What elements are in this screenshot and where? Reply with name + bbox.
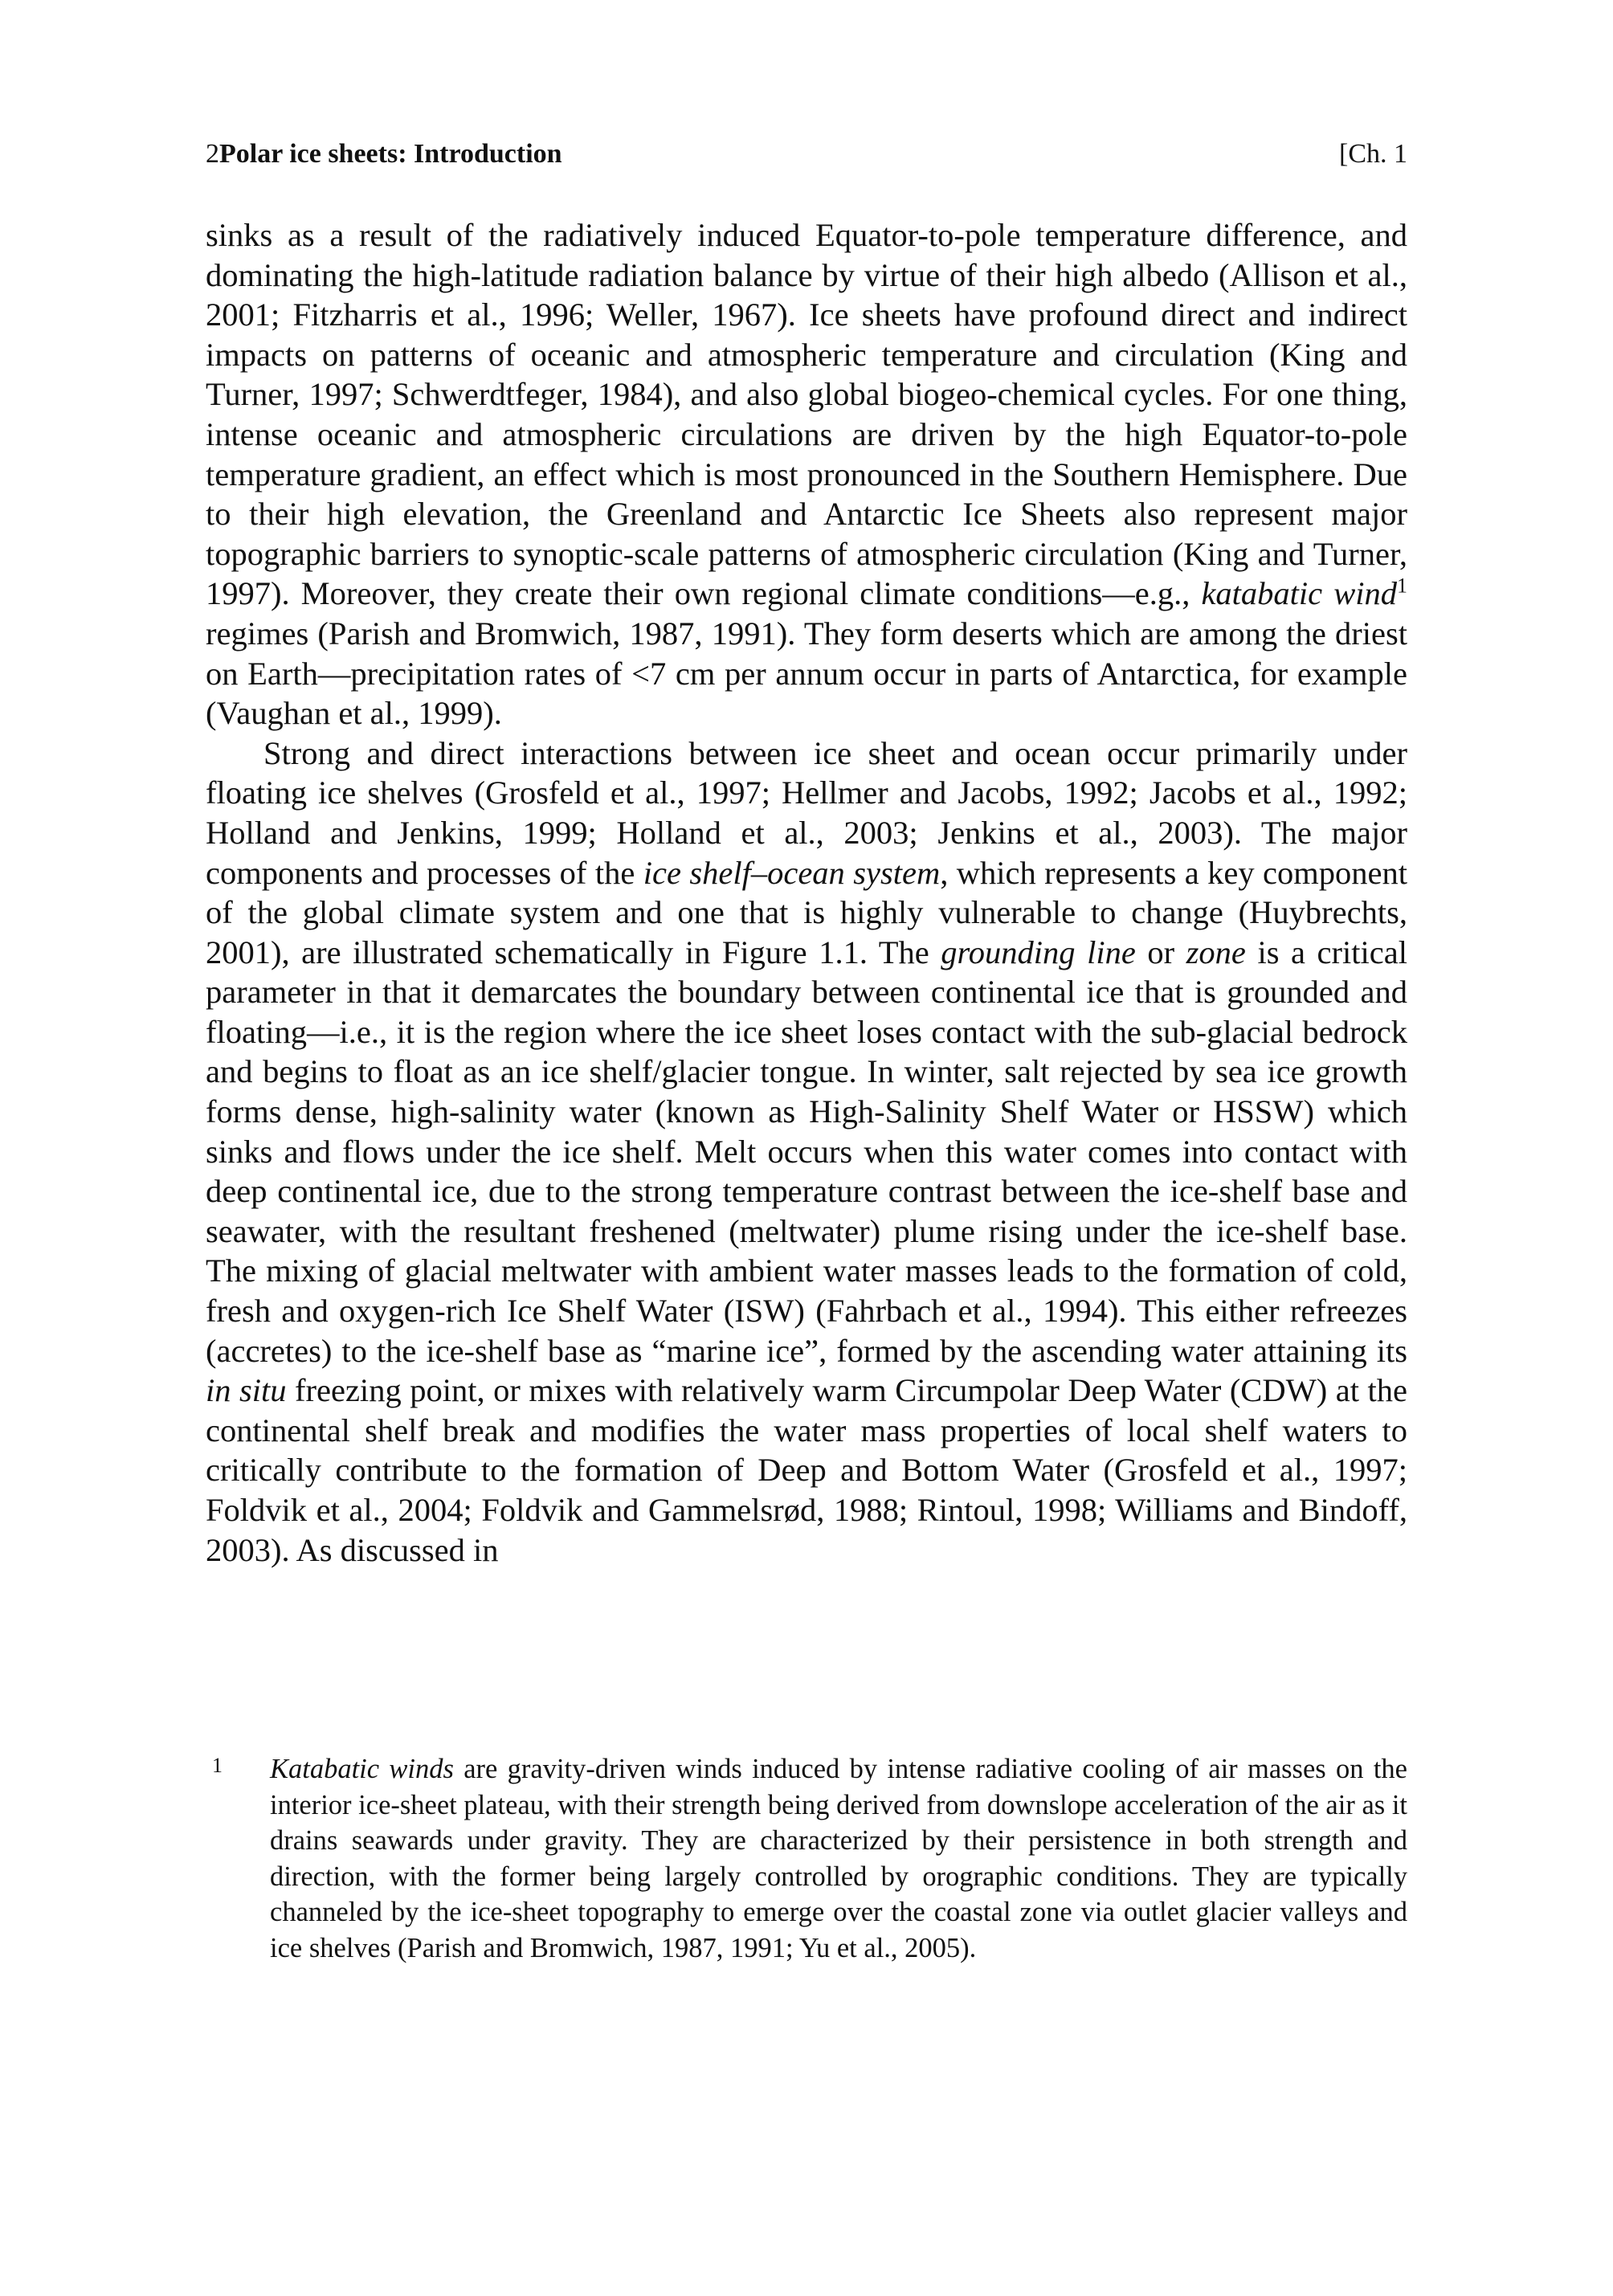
page-number: 2 [206, 139, 219, 169]
p2-text-b: , which represents a key component of the global climate system and one that is highly vulnerable to change (Huybrechts, 2001), are illustrated schematically in Figure 1.1. The [206, 854, 1408, 970]
running-header [206, 137, 1407, 172]
paragraph-1 [206, 215, 1407, 733]
p2-text-a: Strong and direct interactions between ice sheet and ocean occur primarily under floating ice shelves (Grosfeld et al., 1997; Hellmer and Jacobs, 1992; Jacobs et al., 1992; Holland and Jenkins, 1999; Holland et al., 2003; Jenkins et al., 2003). The major components and processes of the [206, 734, 1407, 891]
p2-term-grounding-line: grounding line [941, 934, 1136, 970]
p2-term-ice-shelf-ocean: ice shelf–ocean system [643, 854, 941, 891]
p1-text-a: sinks as a result of the radiatively induced Equator-to-pole temperature difference, and dominating the high-latitude radiation balance by virtue of their high albedo (Allison et al., 2001; Fitzharris et al., 1996; Weller, 1967). Ice sheets have profound direct and indirect impacts on patterns of oceanic and atmospheric temperature and circulation (King and Turner, 1997; Schwerdtfeger, 1984), and also global biogeo-chemical cycles. For one thing, intense oceanic and atmospheric circulations are driven by the high Equator-to-pole temperature gradient, an effect which is most pronounced in the Southern Hemisphere. Due to their high elevation, the Greenland and Antarctic Ice Sheets also represent major topographic barriers to synoptic-scale patterns of atmospheric circulation (King and Turner, 1997). Moreover, they create their own regional climate conditions—e.g., [206, 217, 1407, 612]
p2-term-zone: zone [1186, 934, 1246, 970]
running-title: Polar ice sheets: Introduction [219, 139, 562, 169]
footnote-body: are gravity-driven winds induced by intense radiative cooling of air masses on the interior ice-sheet plateau, with their strength being derived from downslope acceleration of the air as it drains seawards under gravity. They are characterized by their persistence in both strength and direction, with the former being largely controlled by orographic conditions. They are typically channeled by the ice-sheet topography to emerge over the coastal zone via outlet glacier valleys and ice shelves (Parish and Bromwich, 1987, 1991; Yu et al., 2005). [270, 1754, 1407, 1963]
header-left [206, 137, 562, 172]
footnote-ref: 1 [1396, 574, 1407, 598]
main-text [206, 215, 1407, 1570]
footnote-term: Katabatic winds [270, 1754, 454, 1784]
p2-text-d: is a critical parameter in that it demarcates the boundary between continental ice that is grounded and floating—i.e., it is the region where the ice sheet loses contact with the sub-glacial bedrock and begins to float as an ice shelf/glacier tongue. In winter, salt rejected by sea ice growth forms dense, high-salinity water (known as High-Salinity Shelf Water or HSSW) which sinks and flows under the ice shelf. Melt occurs when this water comes into contact with deep continental ice, due to the strong temperature contrast between the ice-shelf base and seawater, with the resultant freshened (meltwater) plume rising under the ice-shelf base. The mixing of glacial meltwater with ambient water masses leads to the formation of cold, fresh and oxygen-rich Ice Shelf Water (ISW) (Fahrbach et al., 1994). This either refreezes (accretes) to the ice-shelf base as “marine ice”, formed by the ascending water attaining its [206, 934, 1407, 1369]
p2-text-e: freezing point, or mixes with relatively warm Circumpolar Deep Water (CDW) at the continental shelf break and modifies the water mass properties of local shelf waters to critically contribute to the formation of Deep and Bottom Water (Grosfeld et al., 1997; Foldvik et al., 2004; Foldvik and Gammelsrød, 1988; Rintoul, 1998; Williams and Bindoff, 2003). As discussed in [206, 1372, 1407, 1568]
footnote-mark: 1 [212, 1754, 223, 1777]
p2-term-in-situ: in situ [206, 1372, 287, 1409]
footnote [206, 1751, 1407, 1966]
footnote-text [270, 1751, 1407, 1966]
p1-text-b: regimes (Parish and Bromwich, 1987, 1991). They form deserts which are among the driest on Earth—precipitation rates of <7 cm per annum occur in parts of Antarctica, for example (Vaughan et al., 1999). [206, 615, 1407, 732]
paragraph-2 [206, 733, 1407, 1570]
p1-term-katabatic-wind: katabatic wind [1201, 575, 1397, 612]
chapter-label: [Ch. 1 [1339, 139, 1407, 169]
p2-text-c: or [1135, 934, 1186, 970]
